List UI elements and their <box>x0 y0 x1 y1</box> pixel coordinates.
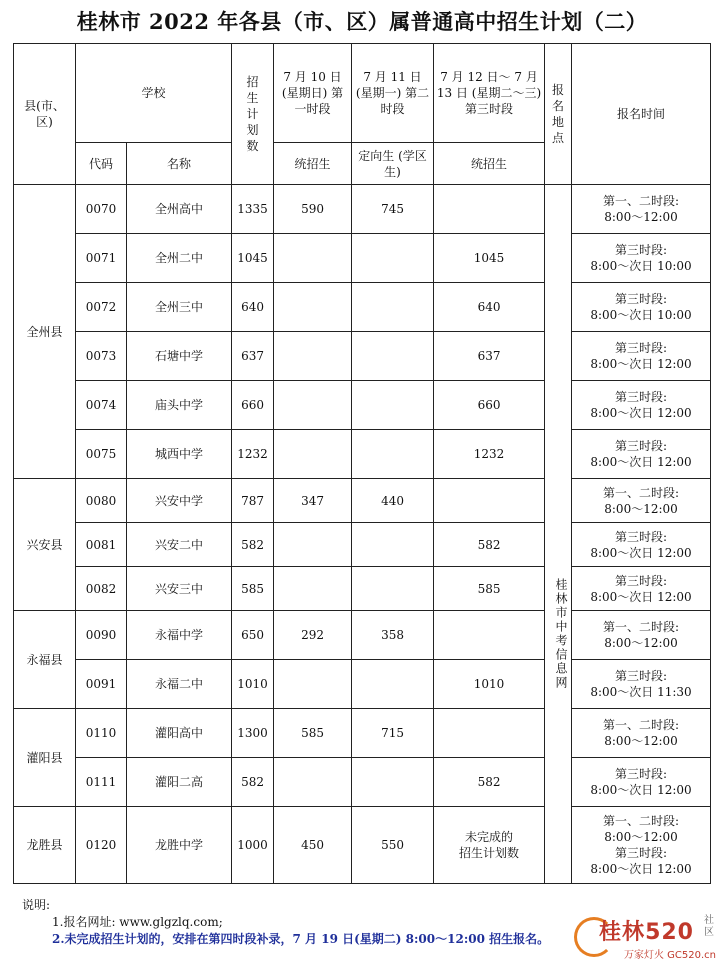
phase2-empty <box>352 332 434 381</box>
school-name: 城西中学 <box>127 430 232 479</box>
registration-time: 第三时段: 8:00～次日 10:00 <box>572 234 711 283</box>
school-code: 0110 <box>76 709 127 758</box>
table-row <box>14 567 711 611</box>
phase2-value: 440 <box>352 479 434 523</box>
phase2-empty <box>352 430 434 479</box>
school-code: 0082 <box>76 567 127 611</box>
table-row <box>14 479 711 523</box>
school-code: 0081 <box>76 523 127 567</box>
table-row <box>14 523 711 567</box>
header-phase2: 7 月 11 日 (星期一) 第二时段 <box>352 44 434 143</box>
quota-value: 660 <box>232 381 274 430</box>
quota-value: 787 <box>232 479 274 523</box>
header-code: 代码 <box>76 143 127 185</box>
registration-time: 第一、二时段: 8:00～12:00 <box>572 479 711 523</box>
phase3-value <box>434 709 545 758</box>
quota-value: 1335 <box>232 185 274 234</box>
quota-value: 1045 <box>232 234 274 283</box>
header-phase1-sub: 统招生 <box>274 143 352 185</box>
phase3-value <box>434 479 545 523</box>
school-code: 0075 <box>76 430 127 479</box>
phase1-value: 347 <box>274 479 352 523</box>
phase2-empty <box>352 234 434 283</box>
header-county: 县(市、区) <box>14 44 76 185</box>
phase1-empty <box>274 283 352 332</box>
registration-time: 第三时段: 8:00～次日 10:00 <box>572 283 711 332</box>
quota-value: 650 <box>232 611 274 660</box>
school-name: 灌阳二高 <box>127 758 232 807</box>
phase1-empty <box>274 660 352 709</box>
header-place: 报名地点 <box>545 44 572 185</box>
school-name: 灌阳高中 <box>127 709 232 758</box>
school-code: 0091 <box>76 660 127 709</box>
phase3-value: 1045 <box>434 234 545 283</box>
registration-time: 第一、二时段: 8:00～12:00 <box>572 709 711 758</box>
phase1-value: 450 <box>274 807 352 884</box>
header-phase1: 7 月 10 日 (星期日) 第一时段 <box>274 44 352 143</box>
school-code: 0074 <box>76 381 127 430</box>
school-name: 全州二中 <box>127 234 232 283</box>
school-name: 庙头中学 <box>127 381 232 430</box>
phase2-value: 550 <box>352 807 434 884</box>
header-phase3-sub: 统招生 <box>434 143 545 185</box>
header-time: 报名时间 <box>572 44 711 185</box>
school-name: 永福中学 <box>127 611 232 660</box>
phase1-empty <box>274 567 352 611</box>
table-row <box>14 430 711 479</box>
school-code: 0111 <box>76 758 127 807</box>
quota-value: 1000 <box>232 807 274 884</box>
phase2-empty <box>352 758 434 807</box>
county-name: 兴安县 <box>14 479 76 611</box>
phase3-value: 1010 <box>434 660 545 709</box>
phase1-empty <box>274 430 352 479</box>
quota-value: 582 <box>232 758 274 807</box>
phase1-empty <box>274 332 352 381</box>
phase3-value: 1232 <box>434 430 545 479</box>
header-quota: 招生计划数 <box>232 44 274 185</box>
school-name: 石塘中学 <box>127 332 232 381</box>
registration-time: 第三时段: 8:00～次日 12:00 <box>572 430 711 479</box>
phase3-value: 660 <box>434 381 545 430</box>
quota-value: 637 <box>232 332 274 381</box>
table-row <box>14 807 711 884</box>
phase2-empty <box>352 381 434 430</box>
quota-value: 1010 <box>232 660 274 709</box>
phase1-empty <box>274 381 352 430</box>
phase3-value: 582 <box>434 758 545 807</box>
quota-value: 585 <box>232 567 274 611</box>
table-row <box>14 709 711 758</box>
school-code: 0073 <box>76 332 127 381</box>
phase1-empty <box>274 523 352 567</box>
phase2-empty <box>352 660 434 709</box>
phase2-value: 745 <box>352 185 434 234</box>
county-name: 永福县 <box>14 611 76 709</box>
phase1-empty <box>274 234 352 283</box>
quota-value: 582 <box>232 523 274 567</box>
watermark-side: 社区 <box>704 915 714 938</box>
note-2: 2.未完成招生计划的，安排在第四时段补录，7 月 19 日(星期二) 8:00～12:00 招生报名。 <box>52 932 550 946</box>
school-name: 兴安二中 <box>127 523 232 567</box>
table-row <box>14 611 711 660</box>
phase2-empty <box>352 567 434 611</box>
registration-place: 桂林市中考信息网 <box>545 185 572 884</box>
registration-time: 第三时段: 8:00～次日 12:00 <box>572 332 711 381</box>
registration-time: 第一、二时段: 8:00～12:00 <box>572 185 711 234</box>
school-code: 0080 <box>76 479 127 523</box>
phase1-value: 585 <box>274 709 352 758</box>
phase2-empty <box>352 283 434 332</box>
table-row <box>14 234 711 283</box>
school-name: 全州三中 <box>127 283 232 332</box>
header-phase2-sub: 定向生 (学区生) <box>352 143 434 185</box>
registration-time: 第三时段: 8:00～次日 11:30 <box>572 660 711 709</box>
header-school: 学校 <box>76 44 232 143</box>
watermark-brand: 桂林520 <box>599 920 694 945</box>
registration-time: 第三时段: 8:00～次日 12:00 <box>572 523 711 567</box>
county-name: 全州县 <box>14 185 76 479</box>
header-phase3: 7 月 12 日～ 7 月 13 日 (星期二～三) 第三时段 <box>434 44 545 143</box>
school-name: 兴安中学 <box>127 479 232 523</box>
notes <box>22 897 549 948</box>
note-1: 1.报名网址: www.glgzlq.com; <box>52 915 223 929</box>
phase3-value <box>434 611 545 660</box>
registration-time: 第一、二时段: 8:00～12:00 第三时段: 8:00～次日 12:00 <box>572 807 711 884</box>
notes-label: 说明: <box>22 898 51 912</box>
table-row <box>14 758 711 807</box>
header-name: 名称 <box>127 143 232 185</box>
school-code: 0090 <box>76 611 127 660</box>
school-code: 0072 <box>76 283 127 332</box>
school-code: 0120 <box>76 807 127 884</box>
registration-time: 第三时段: 8:00～次日 12:00 <box>572 567 711 611</box>
school-code: 0071 <box>76 234 127 283</box>
site-watermark <box>568 911 718 963</box>
registration-time: 第三时段: 8:00～次日 12:00 <box>572 758 711 807</box>
quota-value: 1232 <box>232 430 274 479</box>
table-row <box>14 660 711 709</box>
phase2-empty <box>352 523 434 567</box>
phase3-value: 未完成的 招生计划数 <box>434 807 545 884</box>
phase3-value <box>434 185 545 234</box>
quota-value: 640 <box>232 283 274 332</box>
registration-time: 第三时段: 8:00～次日 12:00 <box>572 381 711 430</box>
phase3-value: 637 <box>434 332 545 381</box>
school-name: 永福二中 <box>127 660 232 709</box>
phase2-value: 358 <box>352 611 434 660</box>
table-row <box>14 185 711 234</box>
county-name: 龙胜县 <box>14 807 76 884</box>
school-name: 全州高中 <box>127 185 232 234</box>
enrollment-table <box>13 43 711 884</box>
county-name: 灌阳县 <box>14 709 76 807</box>
school-name: 兴安三中 <box>127 567 232 611</box>
phase2-value: 715 <box>352 709 434 758</box>
phase3-value: 585 <box>434 567 545 611</box>
phase1-empty <box>274 758 352 807</box>
table-row <box>14 283 711 332</box>
page-title: 桂林市 2022 年各县（市、区）属普通高中招生计划（二） <box>76 9 648 34</box>
school-name: 龙胜中学 <box>127 807 232 884</box>
quota-value: 1300 <box>232 709 274 758</box>
school-code: 0070 <box>76 185 127 234</box>
watermark-url: 万家灯火 GC520.cn <box>623 950 716 961</box>
phase3-value: 582 <box>434 523 545 567</box>
phase3-value: 640 <box>434 283 545 332</box>
table-row <box>14 381 711 430</box>
table-row <box>14 332 711 381</box>
phase1-value: 590 <box>274 185 352 234</box>
phase1-value: 292 <box>274 611 352 660</box>
registration-time: 第一、二时段: 8:00～12:00 <box>572 611 711 660</box>
